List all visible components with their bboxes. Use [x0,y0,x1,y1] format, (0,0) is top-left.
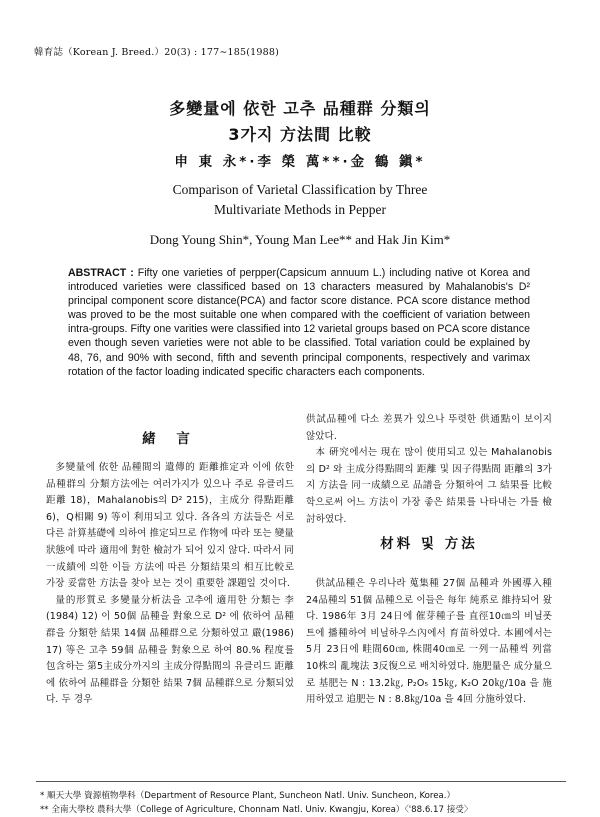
title-english-line-1: Comparison of Varietal Classification by Three [172,182,428,197]
abstract-text: Fifty one varieties of perpper(Capsicum annuum L.) including native ot Korea and introduced varieties were classificed based on 13 characters measured by Mahalanobis's D² principal component score distance(PCA) and factor score distance. PCA score distance method was proved to be the most suitable one when compared with the coefficient of variation between intra-groups. Fifty one varities were classified into 12 varietal groups based on PCA score distance even though seven varieties were not able to be classified. Total variation could be explained by 48, 76, and 90% with second, fifth and seventh principal components, respectively and varimax rotation of the factor loading indicated specific characters each components. [68,267,531,378]
abstract [68,266,530,379]
section-heading-materials-methods: 材料 및 方法 [380,536,478,552]
authors-korean: 申 東 永*·李 榮 萬**·金 鶴 鎭* [174,154,426,170]
continued-paragraph: 供試品種에 다소 差異가 있으나 뚜렷한 供通點이 보이지 않았다. [306,414,552,442]
title-korean-line-2: 3가지 方法間 比較 [228,125,372,144]
title-korean-line-1: 多變量에 依한 고추 品種群 分類의 [169,99,431,118]
materials-methods-body [306,576,552,709]
introduction-continued [306,412,552,528]
continued-paragraph: 本 硏究에서는 現在 많이 使用되고 있는 Mahalanobis의 D² 와 主成分得點間의 距離 및 因子得點間 距離의 3가지 方法을 同一成績으로 品譜을 分類하여 그 結果를 比較학으로써 어느 方法이 가장 좋은 結果를 나타내는 가를 檢討하였다. [306,447,552,525]
footnote-affiliation-1: * 順天大學 資源植物學科（Department of Resource Plant, Suncheon Natl. Univ. Suncheon, Korea.） [40,791,456,801]
journal-citation: 韓育誌（Korean J. Breed.）20(3) : 177∼185(1988) [34,47,280,58]
authors-english: Dong Young Shin*, Young Man Lee** and Hak Jin Kim* [149,232,451,247]
section-heading-introduction: 緒 言 [142,431,198,447]
materials-paragraph: 供試品種은 우리나라 蒐集種 27個 品種과 外國導入種 24品種의 51個 品種으로 이들은 每年 純系로 維持되어 왔다. 1986年 3月 24日에 催芽種子를 直徑10㎝의 비닐폿트에 播種하여 비닐하우스內에서 育苗하였다. 本圃에서는 5月 23日에 畦間60㎝, 株間40㎝로 一列一品種씩 列當 10株의 亂塊法 3反復으로 배치하였다. 施肥量은 成分量으로 基肥는 N : 13.2㎏, P₂O₅ 15㎏, K₂O 20㎏/10a 을 施用하였고 追肥는 N : 8.8㎏/10a 을 4回 分施하였다. [306,578,552,706]
introduction-paragraph: 多變量에 依한 品種間의 遺傳的 距離推定과 이에 依한 品種群의 分類方法에는 여러가지가 있으나 주로 유클리드距離 18)，Mahalanobis의 D² 215)，主成分 得點距離 6)，Q相關 9) 等이 利用되고 있다. 各各의 方法들은 서로 다른 計算基礎에 의하여 推定되므로 作物에 따라 또는 變量狀態에 따라 適用에 對한 檢討가 되어 있지 않다. 따라서 同一成績에 의한 이들 方法에 따른 分類結果의 相互比較로 가장 妥當한 方法을 찾아 보는 것이 重要한 課題일 것이다. [46,462,294,590]
footnote-affiliation-2: ** 全南大學校 農科大學（College of Agriculture, Chonnam Natl. Univ. Kwangju, Korea）〈'88.6.17 接受〉 [40,805,473,815]
introduction-body [46,460,294,709]
abstract-label: ABSTRACT : [68,267,134,279]
footnote-divider [36,781,566,782]
introduction-paragraph: 量的形質로 多變量分析法을 고추에 適用한 分類는 李(1984) 12) 이 50個 品種을 對象으로 D² 에 依하여 品種群을 分類한 結果 14個 品種群으로 分類하였고 嚴(1986) 17) 等은 고추 59個 品種을 對象으로 하여 80.% 程度를 包含하는 第5主成分까지의 主成分得點間의 유클리드 距離에 依하여 品種群을 分類한 結果 7個 品種群으로 分類되었다. 두 경우 [46,594,294,706]
title-english-line-2: Multivariate Methods in Pepper [213,202,387,217]
